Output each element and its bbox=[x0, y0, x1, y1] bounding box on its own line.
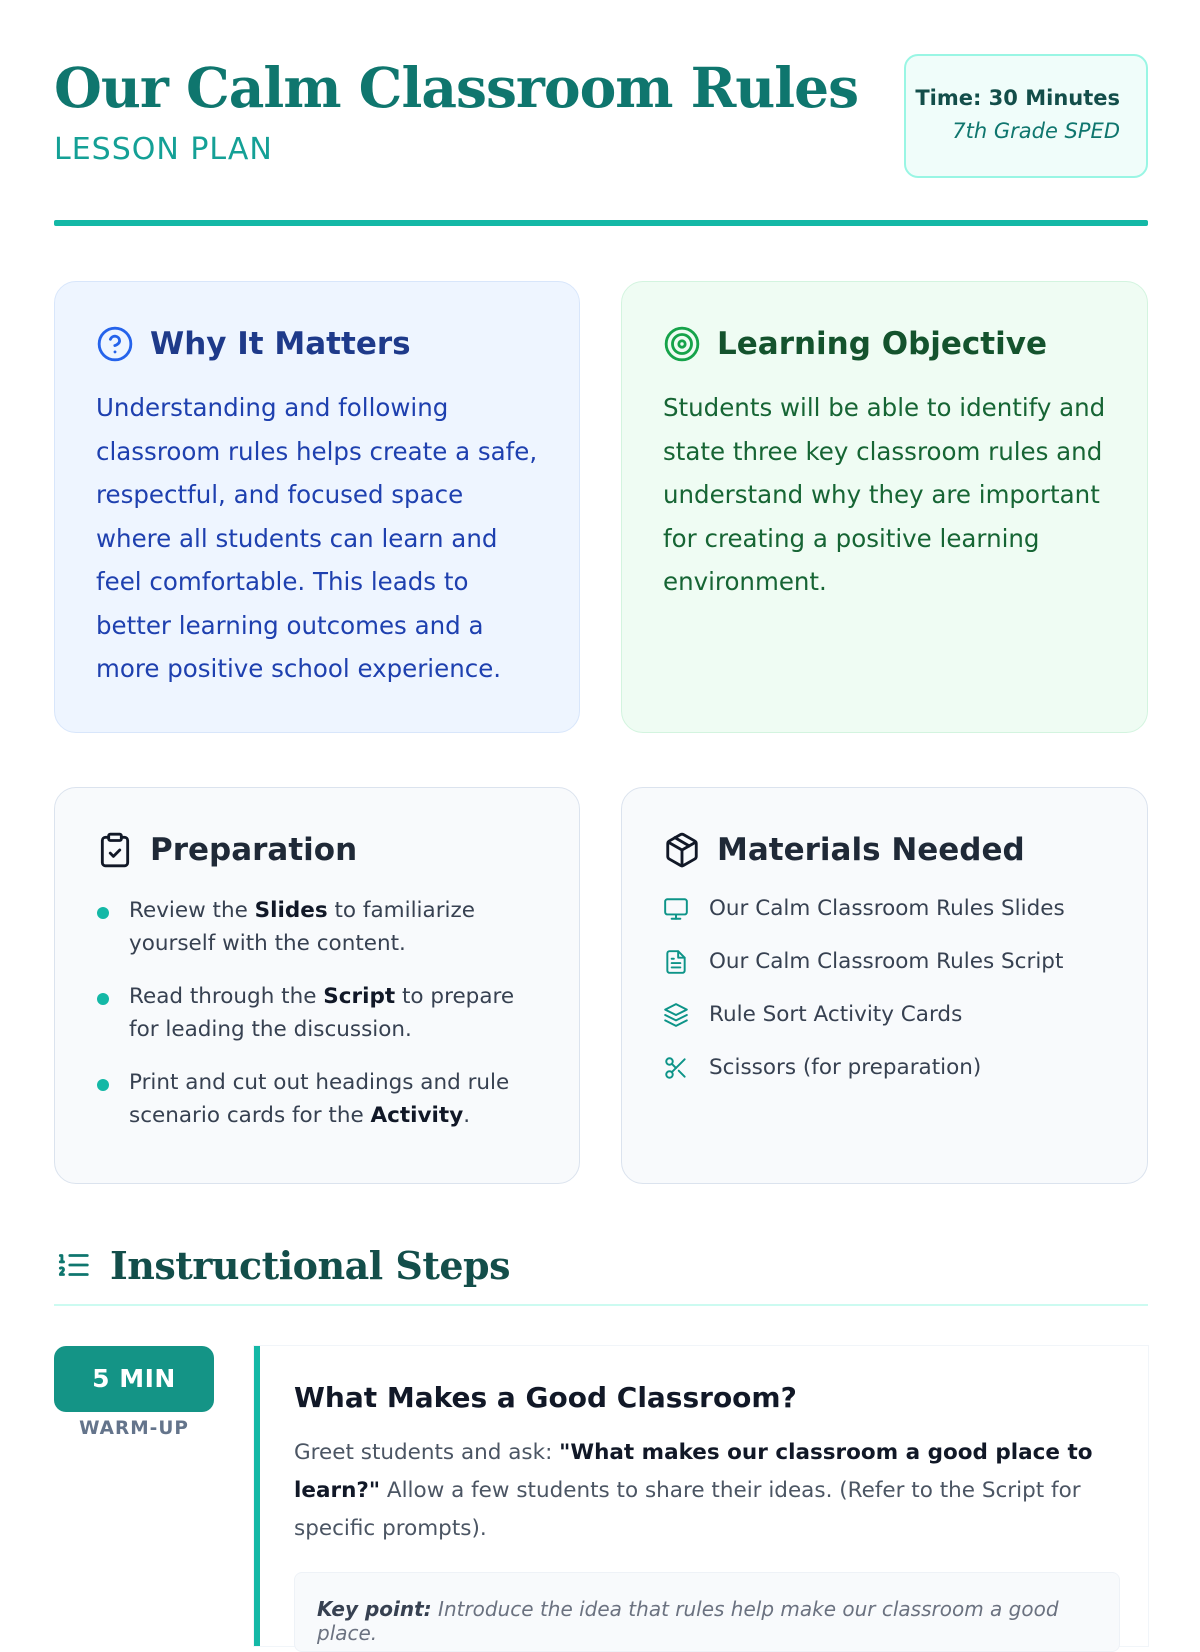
list-item: Our Calm Classroom Rules Script bbox=[663, 945, 1107, 978]
preparation-list bbox=[96, 894, 539, 1132]
bullet-dot bbox=[97, 907, 109, 919]
step-card bbox=[254, 1346, 1148, 1646]
bullet-dot bbox=[97, 993, 109, 1005]
key-point-box: Key point: Introduce the idea that rules help make our classroom a good place. bbox=[294, 1572, 1120, 1652]
document-icon bbox=[663, 949, 689, 975]
list-item: Scissors (for preparation) bbox=[663, 1051, 1107, 1084]
box-icon bbox=[663, 831, 701, 869]
steps-header bbox=[54, 1240, 510, 1290]
why-title: Why It Matters bbox=[150, 326, 411, 362]
step-title: What Makes a Good Classroom? bbox=[294, 1381, 797, 1414]
list-item: Read through the Script to prepare for leading the discussion. bbox=[96, 980, 539, 1046]
objective-body: Students will be able to identify and state three key classroom rules and understand why they are important for creating a positive learning environment. bbox=[663, 393, 1106, 596]
materials-list bbox=[663, 892, 1107, 1084]
target-icon bbox=[663, 325, 701, 363]
steps-divider bbox=[54, 1304, 1148, 1306]
list-item: Our Calm Classroom Rules Slides bbox=[663, 892, 1107, 925]
materials-card bbox=[621, 787, 1148, 1184]
header-divider bbox=[54, 220, 1148, 226]
time-duration: Time: 30 Minutes bbox=[915, 86, 1120, 110]
phase-label: WARM-UP bbox=[79, 1418, 189, 1439]
monitor-icon bbox=[663, 896, 689, 922]
page-subtitle: LESSON PLAN bbox=[54, 132, 273, 167]
learning-objective-card bbox=[621, 281, 1148, 733]
step-body: Greet students and ask: "What makes our classroom a good place to learn?" Allow a few students to share their ideas. (Refer to the Script for specific prompts). bbox=[294, 1440, 1093, 1541]
grade-level: 7th Grade SPED bbox=[952, 119, 1120, 143]
preparation-title: Preparation bbox=[150, 832, 358, 868]
duration-badge: 5 MIN bbox=[54, 1346, 214, 1412]
page-title: Our Calm Classroom Rules bbox=[54, 55, 859, 120]
layers-icon bbox=[663, 1002, 689, 1028]
steps-title: Instructional Steps bbox=[110, 1242, 511, 1288]
lesson-header bbox=[54, 52, 1148, 228]
why-body: Understanding and following classroom rules helps create a safe, respectful, and focused space where all students can learn and feel comfortable. This leads to better learning outcomes and a more positive school experience. bbox=[96, 393, 538, 683]
why-it-matters-card bbox=[54, 281, 580, 733]
time-info-box bbox=[904, 54, 1148, 178]
bullet-dot bbox=[97, 1079, 109, 1091]
scissors-icon bbox=[663, 1055, 689, 1081]
clipboard-check-icon bbox=[96, 831, 134, 869]
question-circle-icon bbox=[96, 325, 134, 363]
list-item: Print and cut out headings and rule scenario cards for the Activity. bbox=[96, 1066, 539, 1132]
list-item: Rule Sort Activity Cards bbox=[663, 998, 1107, 1031]
objective-title: Learning Objective bbox=[717, 326, 1047, 362]
materials-title: Materials Needed bbox=[717, 832, 1025, 868]
list-item: Review the Slides to familiarize yourself with the content. bbox=[96, 894, 539, 960]
preparation-card bbox=[54, 787, 580, 1184]
numbered-list-icon bbox=[54, 1246, 92, 1284]
